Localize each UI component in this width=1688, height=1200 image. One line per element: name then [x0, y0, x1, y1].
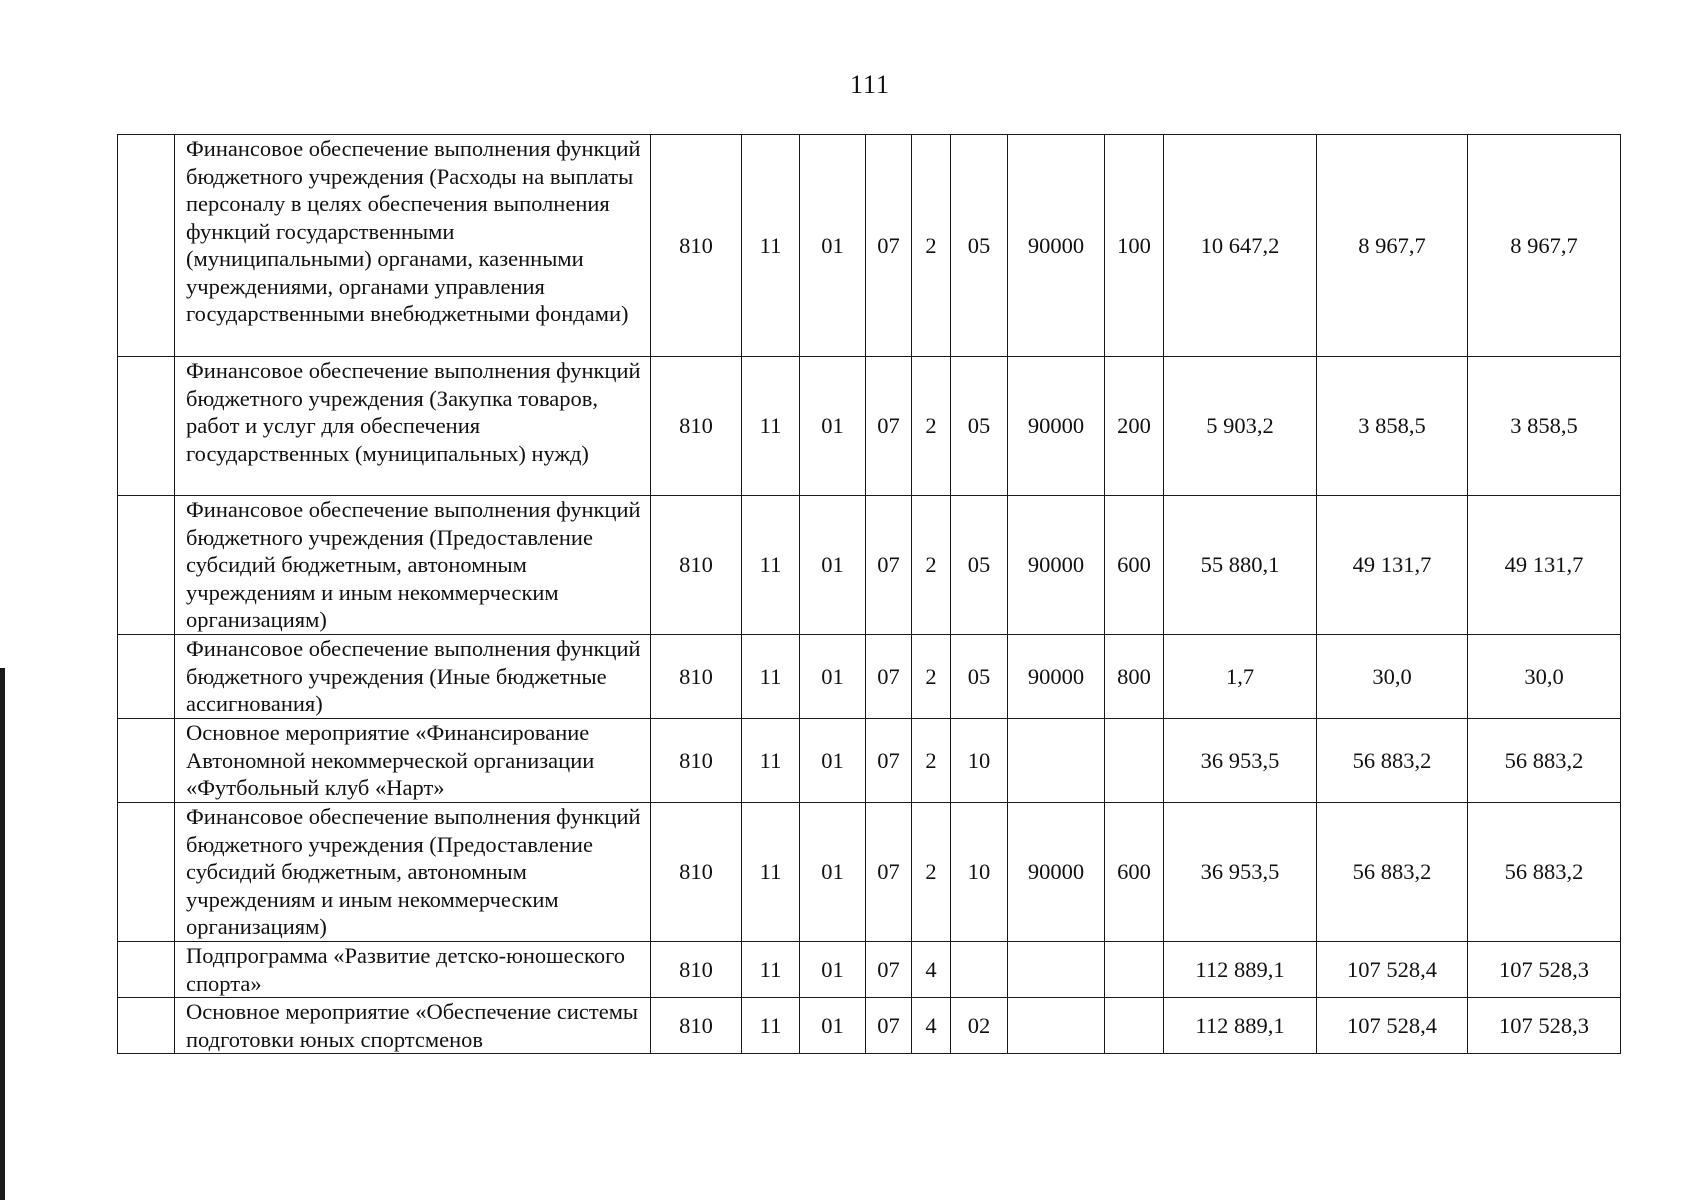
table-row — [118, 357, 1621, 496]
program-code-cell: 07 — [866, 135, 912, 357]
row-number-cell — [118, 719, 175, 803]
row-number-cell — [118, 942, 175, 998]
subprogram-code-cell: 2 — [912, 803, 951, 942]
row-number-cell — [118, 998, 175, 1054]
ministry-code-cell: 810 — [651, 998, 742, 1054]
expense-type-cell: 800 — [1105, 635, 1164, 719]
row-number-cell — [118, 496, 175, 635]
row-description: Финансовое обеспечение выполнения функций бюджетного учреждения (Предоставление субсидий бюджетным, автономным учреждениям и иным некоммерческим организациям) — [175, 803, 651, 942]
subprogram-code-cell: 2 — [912, 496, 951, 635]
expense-type-cell: 100 — [1105, 135, 1164, 357]
subprogram-code-cell: 2 — [912, 357, 951, 496]
amount-2-cell: 3 858,5 — [1317, 357, 1468, 496]
amount-1-cell: 1,7 — [1164, 635, 1317, 719]
section-code-cell: 11 — [742, 942, 800, 998]
program-code-cell: 07 — [866, 357, 912, 496]
amount-2-cell: 30,0 — [1317, 635, 1468, 719]
event-code-cell: 10 — [951, 803, 1008, 942]
amount-1-cell: 10 647,2 — [1164, 135, 1317, 357]
row-number-cell — [118, 357, 175, 496]
amount-3-cell: 49 131,7 — [1468, 496, 1621, 635]
table-row — [118, 998, 1621, 1054]
program-code-cell: 07 — [866, 998, 912, 1054]
subsection-code-cell: 01 — [800, 635, 866, 719]
amount-1-cell: 55 880,1 — [1164, 496, 1317, 635]
amount-3-cell: 30,0 — [1468, 635, 1621, 719]
table-row — [118, 803, 1621, 942]
expense-type-cell — [1105, 998, 1164, 1054]
direction-code-cell: 90000 — [1008, 135, 1105, 357]
ministry-code-cell: 810 — [651, 496, 742, 635]
amount-1-cell: 112 889,1 — [1164, 998, 1317, 1054]
section-code-cell: 11 — [742, 635, 800, 719]
expense-type-cell — [1105, 719, 1164, 803]
amount-2-cell: 107 528,4 — [1317, 998, 1468, 1054]
amount-1-cell: 36 953,5 — [1164, 803, 1317, 942]
expense-type-cell — [1105, 942, 1164, 998]
ministry-code-cell: 810 — [651, 357, 742, 496]
subsection-code-cell: 01 — [800, 719, 866, 803]
amount-1-cell: 112 889,1 — [1164, 942, 1317, 998]
subsection-code-cell: 01 — [800, 942, 866, 998]
section-code-cell: 11 — [742, 803, 800, 942]
row-description: Финансовое обеспечение выполнения функций бюджетного учреждения (Иные бюджетные ассигнования) — [175, 635, 651, 719]
table-row — [118, 719, 1621, 803]
subsection-code-cell: 01 — [800, 998, 866, 1054]
ministry-code-cell: 810 — [651, 719, 742, 803]
amount-3-cell: 107 528,3 — [1468, 998, 1621, 1054]
section-code-cell: 11 — [742, 496, 800, 635]
direction-code-cell: 90000 — [1008, 357, 1105, 496]
amount-2-cell: 56 883,2 — [1317, 719, 1468, 803]
ministry-code-cell: 810 — [651, 803, 742, 942]
program-code-cell: 07 — [866, 942, 912, 998]
row-description: Подпрограмма «Развитие детско-юношеского спорта» — [175, 942, 651, 998]
row-number-cell — [118, 635, 175, 719]
ministry-code-cell: 810 — [651, 135, 742, 357]
subsection-code-cell: 01 — [800, 496, 866, 635]
ministry-code-cell: 810 — [651, 635, 742, 719]
row-description: Финансовое обеспечение выполнения функций бюджетного учреждения (Расходы на выплаты персоналу в целях обеспечения выполнения функций государственными (муниципальными) органами, казенными учреждениями, органами управления государственными внебюджетными фондами) — [175, 135, 651, 357]
table-row — [118, 942, 1621, 998]
amount-1-cell: 5 903,2 — [1164, 357, 1317, 496]
subsection-code-cell: 01 — [800, 803, 866, 942]
event-code-cell: 05 — [951, 635, 1008, 719]
direction-code-cell — [1008, 719, 1105, 803]
section-code-cell: 11 — [742, 135, 800, 357]
amount-2-cell: 107 528,4 — [1317, 942, 1468, 998]
program-code-cell: 07 — [866, 635, 912, 719]
event-code-cell: 05 — [951, 357, 1008, 496]
section-code-cell: 11 — [742, 998, 800, 1054]
row-description: Основное мероприятие «Финансирование Автономной некоммерческой организации «Футбольный клуб «Нарт» — [175, 719, 651, 803]
direction-code-cell: 90000 — [1008, 496, 1105, 635]
amount-3-cell: 56 883,2 — [1468, 719, 1621, 803]
amount-3-cell: 8 967,7 — [1468, 135, 1621, 357]
amount-3-cell: 3 858,5 — [1468, 357, 1621, 496]
table-row — [118, 635, 1621, 719]
event-code-cell — [951, 942, 1008, 998]
direction-code-cell: 90000 — [1008, 803, 1105, 942]
direction-code-cell — [1008, 942, 1105, 998]
direction-code-cell: 90000 — [1008, 635, 1105, 719]
scan-edge-mark — [0, 668, 5, 1200]
ministry-code-cell: 810 — [651, 942, 742, 998]
amount-2-cell: 49 131,7 — [1317, 496, 1468, 635]
subprogram-code-cell: 4 — [912, 942, 951, 998]
subprogram-code-cell: 2 — [912, 135, 951, 357]
row-description: Финансовое обеспечение выполнения функций бюджетного учреждения (Закупка товаров, работ и услуг для обеспечения государственных (муниципальных) нужд) — [175, 357, 651, 496]
row-number-cell — [118, 803, 175, 942]
subprogram-code-cell: 2 — [912, 635, 951, 719]
program-code-cell: 07 — [866, 496, 912, 635]
program-code-cell: 07 — [866, 803, 912, 942]
event-code-cell: 05 — [951, 135, 1008, 357]
row-number-cell — [118, 135, 175, 357]
subsection-code-cell: 01 — [800, 135, 866, 357]
event-code-cell: 02 — [951, 998, 1008, 1054]
subsection-code-cell: 01 — [800, 357, 866, 496]
event-code-cell: 05 — [951, 496, 1008, 635]
amount-1-cell: 36 953,5 — [1164, 719, 1317, 803]
expense-type-cell: 600 — [1105, 496, 1164, 635]
expense-type-cell: 600 — [1105, 803, 1164, 942]
page-number: 111 — [849, 70, 891, 99]
row-description: Основное мероприятие «Обеспечение системы подготовки юных спортсменов — [175, 998, 651, 1054]
direction-code-cell — [1008, 998, 1105, 1054]
budget-table — [117, 134, 1621, 1054]
section-code-cell: 11 — [742, 719, 800, 803]
amount-3-cell: 107 528,3 — [1468, 942, 1621, 998]
subprogram-code-cell: 4 — [912, 998, 951, 1054]
amount-2-cell: 56 883,2 — [1317, 803, 1468, 942]
table-body — [118, 135, 1621, 1054]
program-code-cell: 07 — [866, 719, 912, 803]
table-row — [118, 135, 1621, 357]
section-code-cell: 11 — [742, 357, 800, 496]
table-row — [118, 496, 1621, 635]
row-description: Финансовое обеспечение выполнения функций бюджетного учреждения (Предоставление субсидий бюджетным, автономным учреждениям и иным некоммерческим организациям) — [175, 496, 651, 635]
amount-2-cell: 8 967,7 — [1317, 135, 1468, 357]
subprogram-code-cell: 2 — [912, 719, 951, 803]
event-code-cell: 10 — [951, 719, 1008, 803]
amount-3-cell: 56 883,2 — [1468, 803, 1621, 942]
expense-type-cell: 200 — [1105, 357, 1164, 496]
